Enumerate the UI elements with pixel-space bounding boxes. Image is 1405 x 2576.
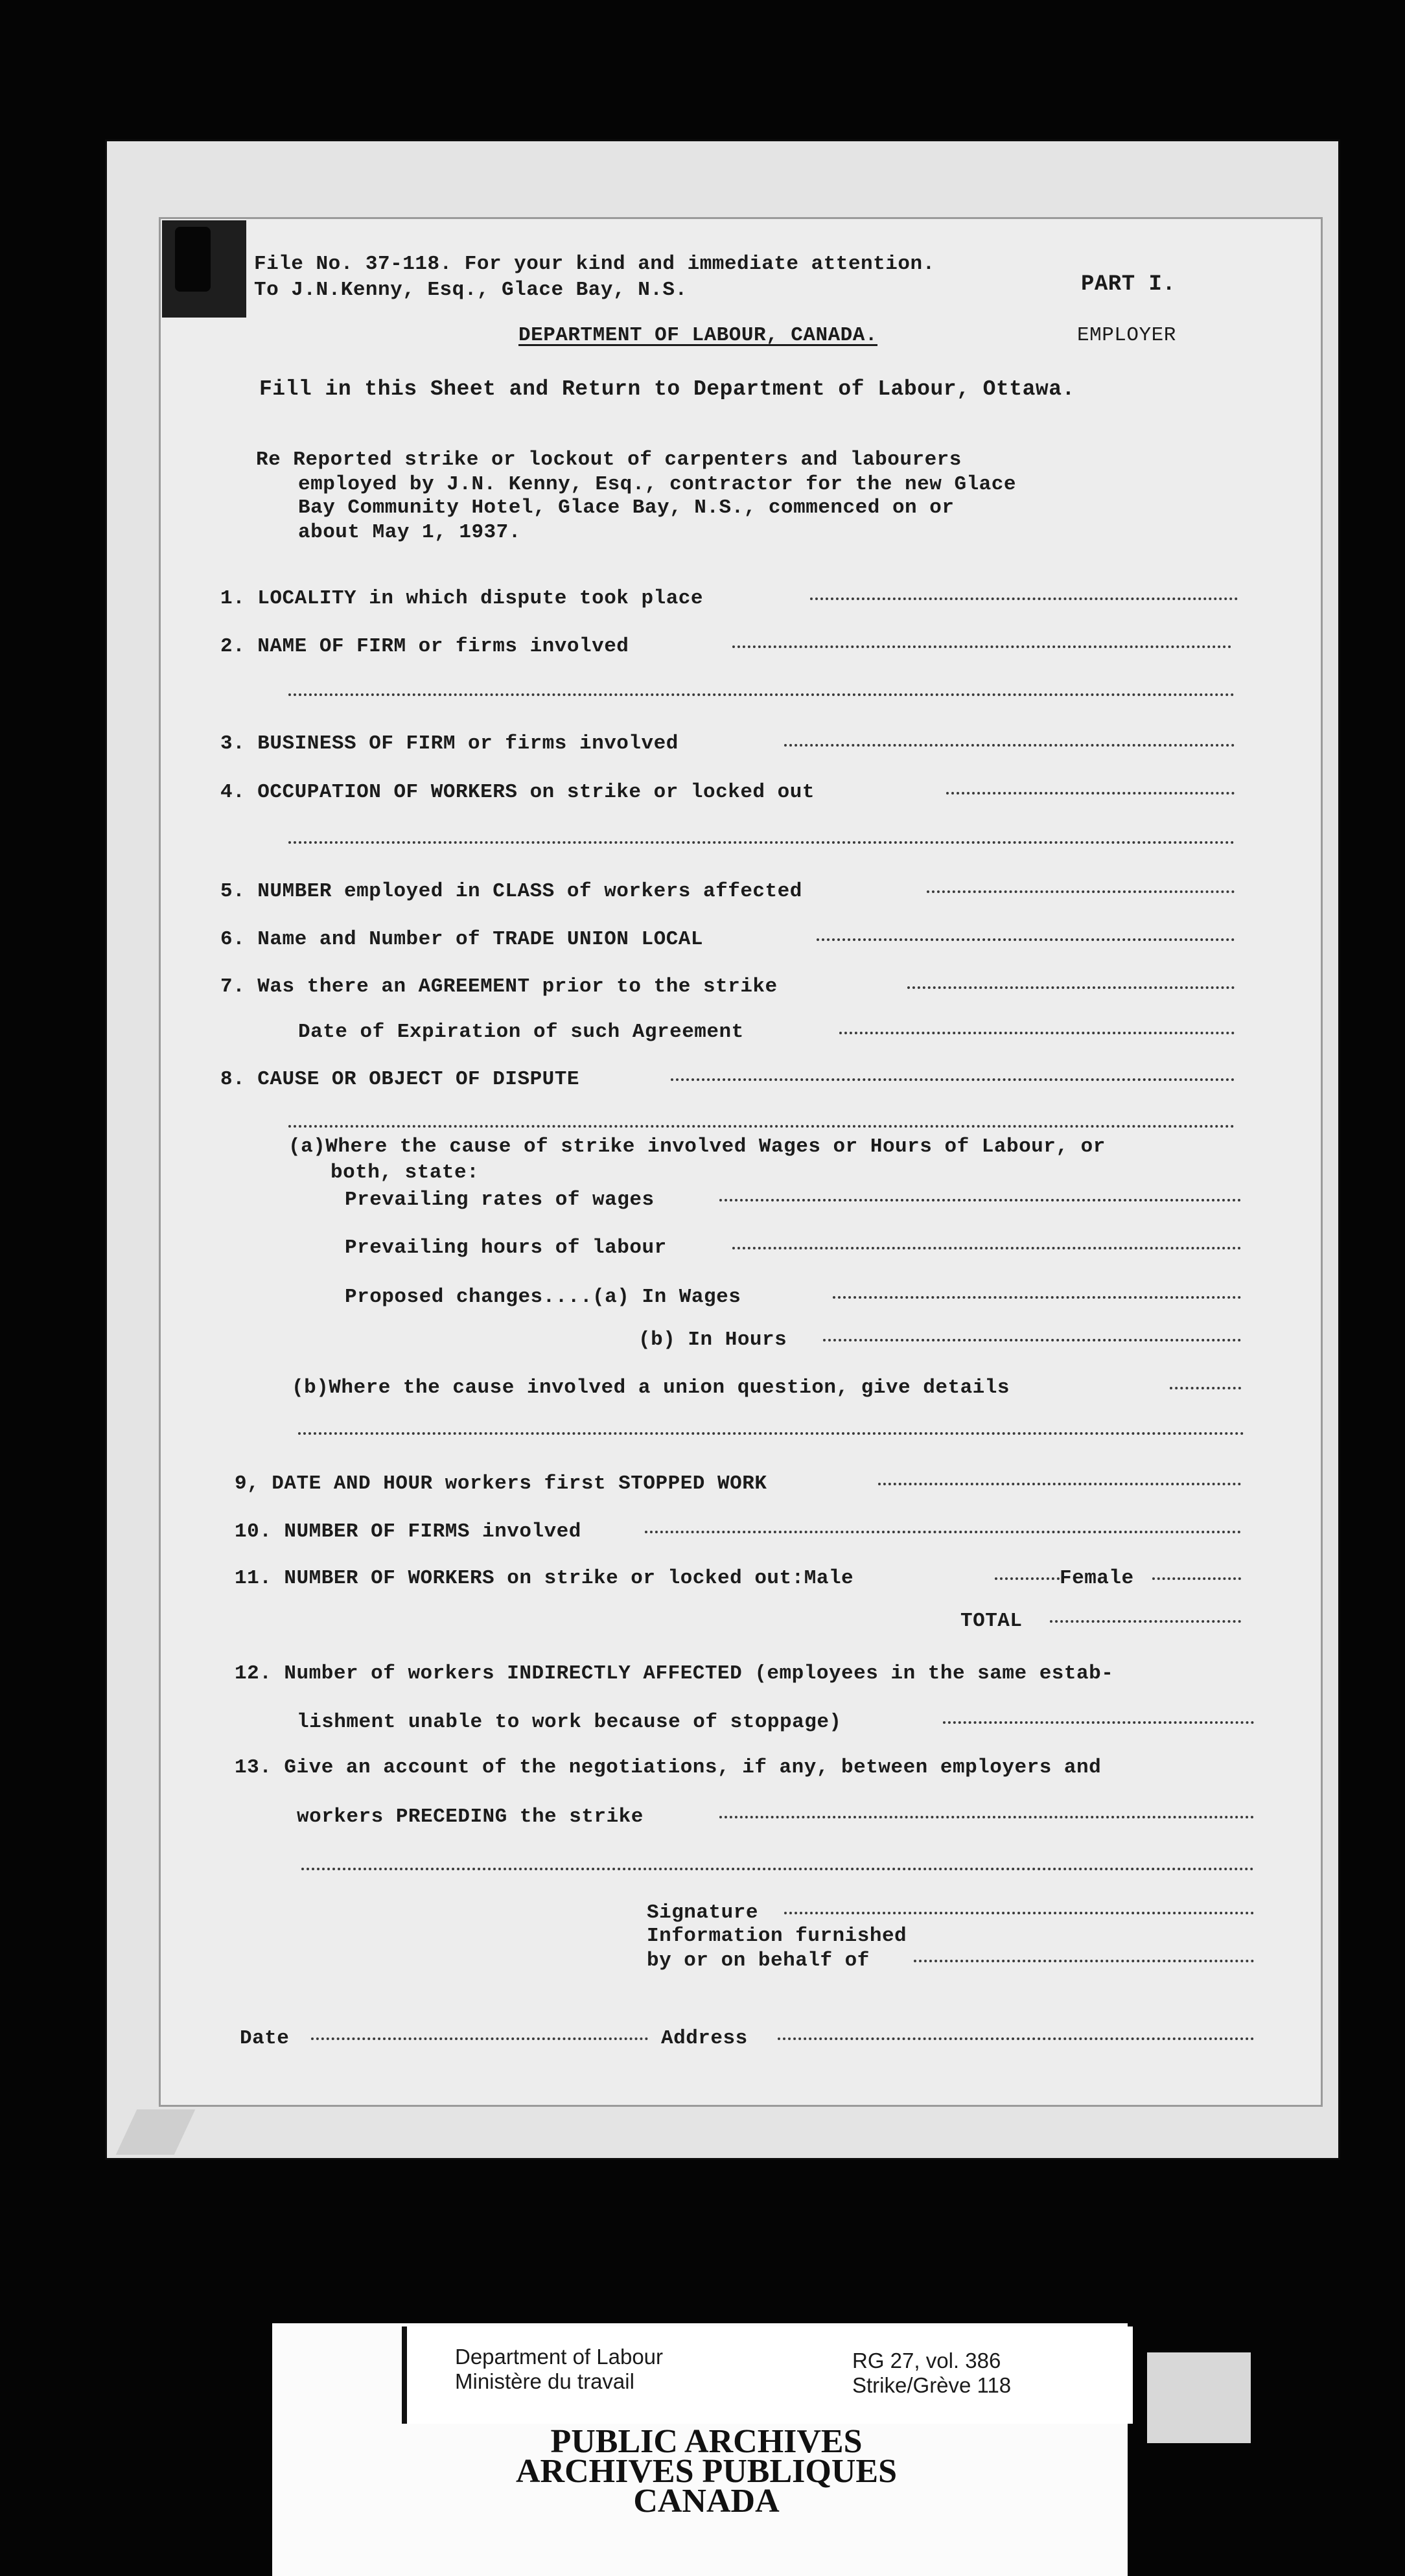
item-11: 11. NUMBER OF WORKERS on strike or locked out:Male <box>235 1567 854 1590</box>
item-6-field[interactable] <box>817 938 1235 941</box>
item-4-field[interactable] <box>946 792 1235 795</box>
item-5: 5. NUMBER employed in CLASS of workers affected <box>220 880 802 903</box>
item-13-field-line-2[interactable] <box>301 1868 1254 1870</box>
label-tab-right <box>1147 2352 1251 2443</box>
item-8a-in-hours: (b) In Hours <box>638 1329 787 1351</box>
item-8a-wages-field[interactable] <box>833 1296 1241 1299</box>
item-11-male-field[interactable] <box>995 1577 1060 1580</box>
item-8a-rates-field[interactable] <box>719 1199 1241 1201</box>
re-line-3: Bay Community Hotel, Glace Bay, N.S., commenced on or <box>298 496 955 519</box>
instruction-line: Fill in this Sheet and Return to Department of Labour, Ottawa. <box>259 377 1075 401</box>
item-12-field[interactable] <box>943 1721 1254 1724</box>
clip-icon <box>175 227 211 292</box>
binder-clip <box>162 220 246 318</box>
signature-field[interactable] <box>784 1912 1254 1914</box>
item-7-field[interactable] <box>907 986 1235 989</box>
item-3: 3. BUSINESS OF FIRM or firms involved <box>220 732 679 755</box>
item-10: 10. NUMBER OF FIRMS involved <box>235 1520 581 1543</box>
item-10-field[interactable] <box>645 1531 1241 1533</box>
file-number-line: File No. 37-118. For your kind and immediate attention. <box>254 253 935 275</box>
item-3-field[interactable] <box>784 744 1235 747</box>
re-line-1: Re Reported strike or lockout of carpenters and labourers <box>256 448 962 471</box>
item-12-line-2: lishment unable to work because of stoppage) <box>297 1711 842 1734</box>
item-2: 2. NAME OF FIRM or firms involved <box>220 635 629 658</box>
part-label: PART I. <box>1081 272 1176 297</box>
item-13-line-1: 13. Give an account of the negotiations, if any, between employers and <box>235 1756 1102 1779</box>
re-line-4: about May 1, 1937. <box>298 521 521 544</box>
item-7-expiration-field[interactable] <box>839 1032 1235 1034</box>
item-11-female-field[interactable] <box>1152 1577 1241 1580</box>
item-4-field-line-2[interactable] <box>288 841 1235 844</box>
information-label: Information furnished <box>647 1925 907 1947</box>
item-8a-in-hours-field[interactable] <box>823 1339 1241 1341</box>
item-2-field-line-2[interactable] <box>288 693 1235 696</box>
re-line-2: employed by J.N. Kenny, Esq., contractor for the new Glace <box>298 473 1016 496</box>
archive-dept-fr: Ministère du travail <box>455 2369 634 2393</box>
item-8b: (b)Where the cause involved a union question, give details <box>292 1376 1010 1399</box>
employer-label: EMPLOYER <box>1077 324 1176 347</box>
item-8b-field-line-2[interactable] <box>298 1432 1244 1435</box>
item-8a-rates: Prevailing rates of wages <box>345 1189 655 1211</box>
item-1-field[interactable] <box>810 598 1238 600</box>
item-11-total-field[interactable] <box>1050 1620 1241 1623</box>
address-field[interactable] <box>778 2037 1254 2040</box>
item-11-total: TOTAL <box>960 1610 1023 1632</box>
item-8: 8. CAUSE OR OBJECT OF DISPUTE <box>220 1068 579 1091</box>
item-6: 6. Name and Number of TRADE UNION LOCAL <box>220 928 704 951</box>
item-7-expiration: Date of Expiration of such Agreement <box>298 1021 744 1043</box>
address-label: Address <box>661 2027 748 2050</box>
archive-strike-number: Strike/Grève 118 <box>852 2373 1012 2397</box>
department-title: DEPARTMENT OF LABOUR, CANADA. <box>518 324 877 347</box>
archive-line-2: ARCHIVES PUBLIQUES <box>515 2453 898 2490</box>
on-behalf-label: by or on behalf of <box>647 1949 870 1972</box>
item-2-field[interactable] <box>732 645 1231 648</box>
item-11-female: Female <box>1060 1567 1134 1590</box>
item-9: 9, DATE AND HOUR workers first STOPPED WORK <box>235 1472 767 1495</box>
date-field[interactable] <box>311 2037 648 2040</box>
item-8a-line-2: both, state: <box>331 1161 480 1184</box>
item-8a-hours-field[interactable] <box>732 1247 1241 1249</box>
archive-rg: RG 27, vol. 386 <box>852 2349 1001 2373</box>
item-8-field[interactable] <box>671 1078 1235 1081</box>
item-9-field[interactable] <box>878 1483 1241 1485</box>
date-label: Date <box>240 2027 290 2050</box>
item-7: 7. Was there an AGREEMENT prior to the strike <box>220 975 778 998</box>
item-8-field-line-2[interactable] <box>288 1125 1235 1128</box>
item-8a-hours: Prevailing hours of labour <box>345 1236 667 1259</box>
item-8b-field[interactable] <box>1170 1387 1241 1389</box>
item-8a-changes: Proposed changes....(a) In Wages <box>345 1286 741 1308</box>
signature-label: Signature <box>647 1901 758 1924</box>
item-4: 4. OCCUPATION OF WORKERS on strike or locked out <box>220 781 815 804</box>
archive-line-1: PUBLIC ARCHIVES <box>550 2423 863 2460</box>
archive-dept-en: Department of Labour <box>455 2345 664 2369</box>
item-13-line-2: workers PRECEDING the strike <box>297 1805 644 1828</box>
item-12-line-1: 12. Number of workers INDIRECTLY AFFECTED (employees in the same estab- <box>235 1662 1114 1685</box>
item-1: 1. LOCALITY in which dispute took place <box>220 587 704 610</box>
item-8a-line-1: (a)Where the cause of strike involved Wages or Hours of Labour, or <box>288 1135 1106 1158</box>
on-behalf-field[interactable] <box>914 1960 1254 1962</box>
item-5-field[interactable] <box>927 890 1235 893</box>
item-13-field[interactable] <box>719 1816 1254 1818</box>
archive-line-3: CANADA <box>633 2483 780 2520</box>
to-line: To J.N.Kenny, Esq., Glace Bay, N.S. <box>254 279 688 301</box>
